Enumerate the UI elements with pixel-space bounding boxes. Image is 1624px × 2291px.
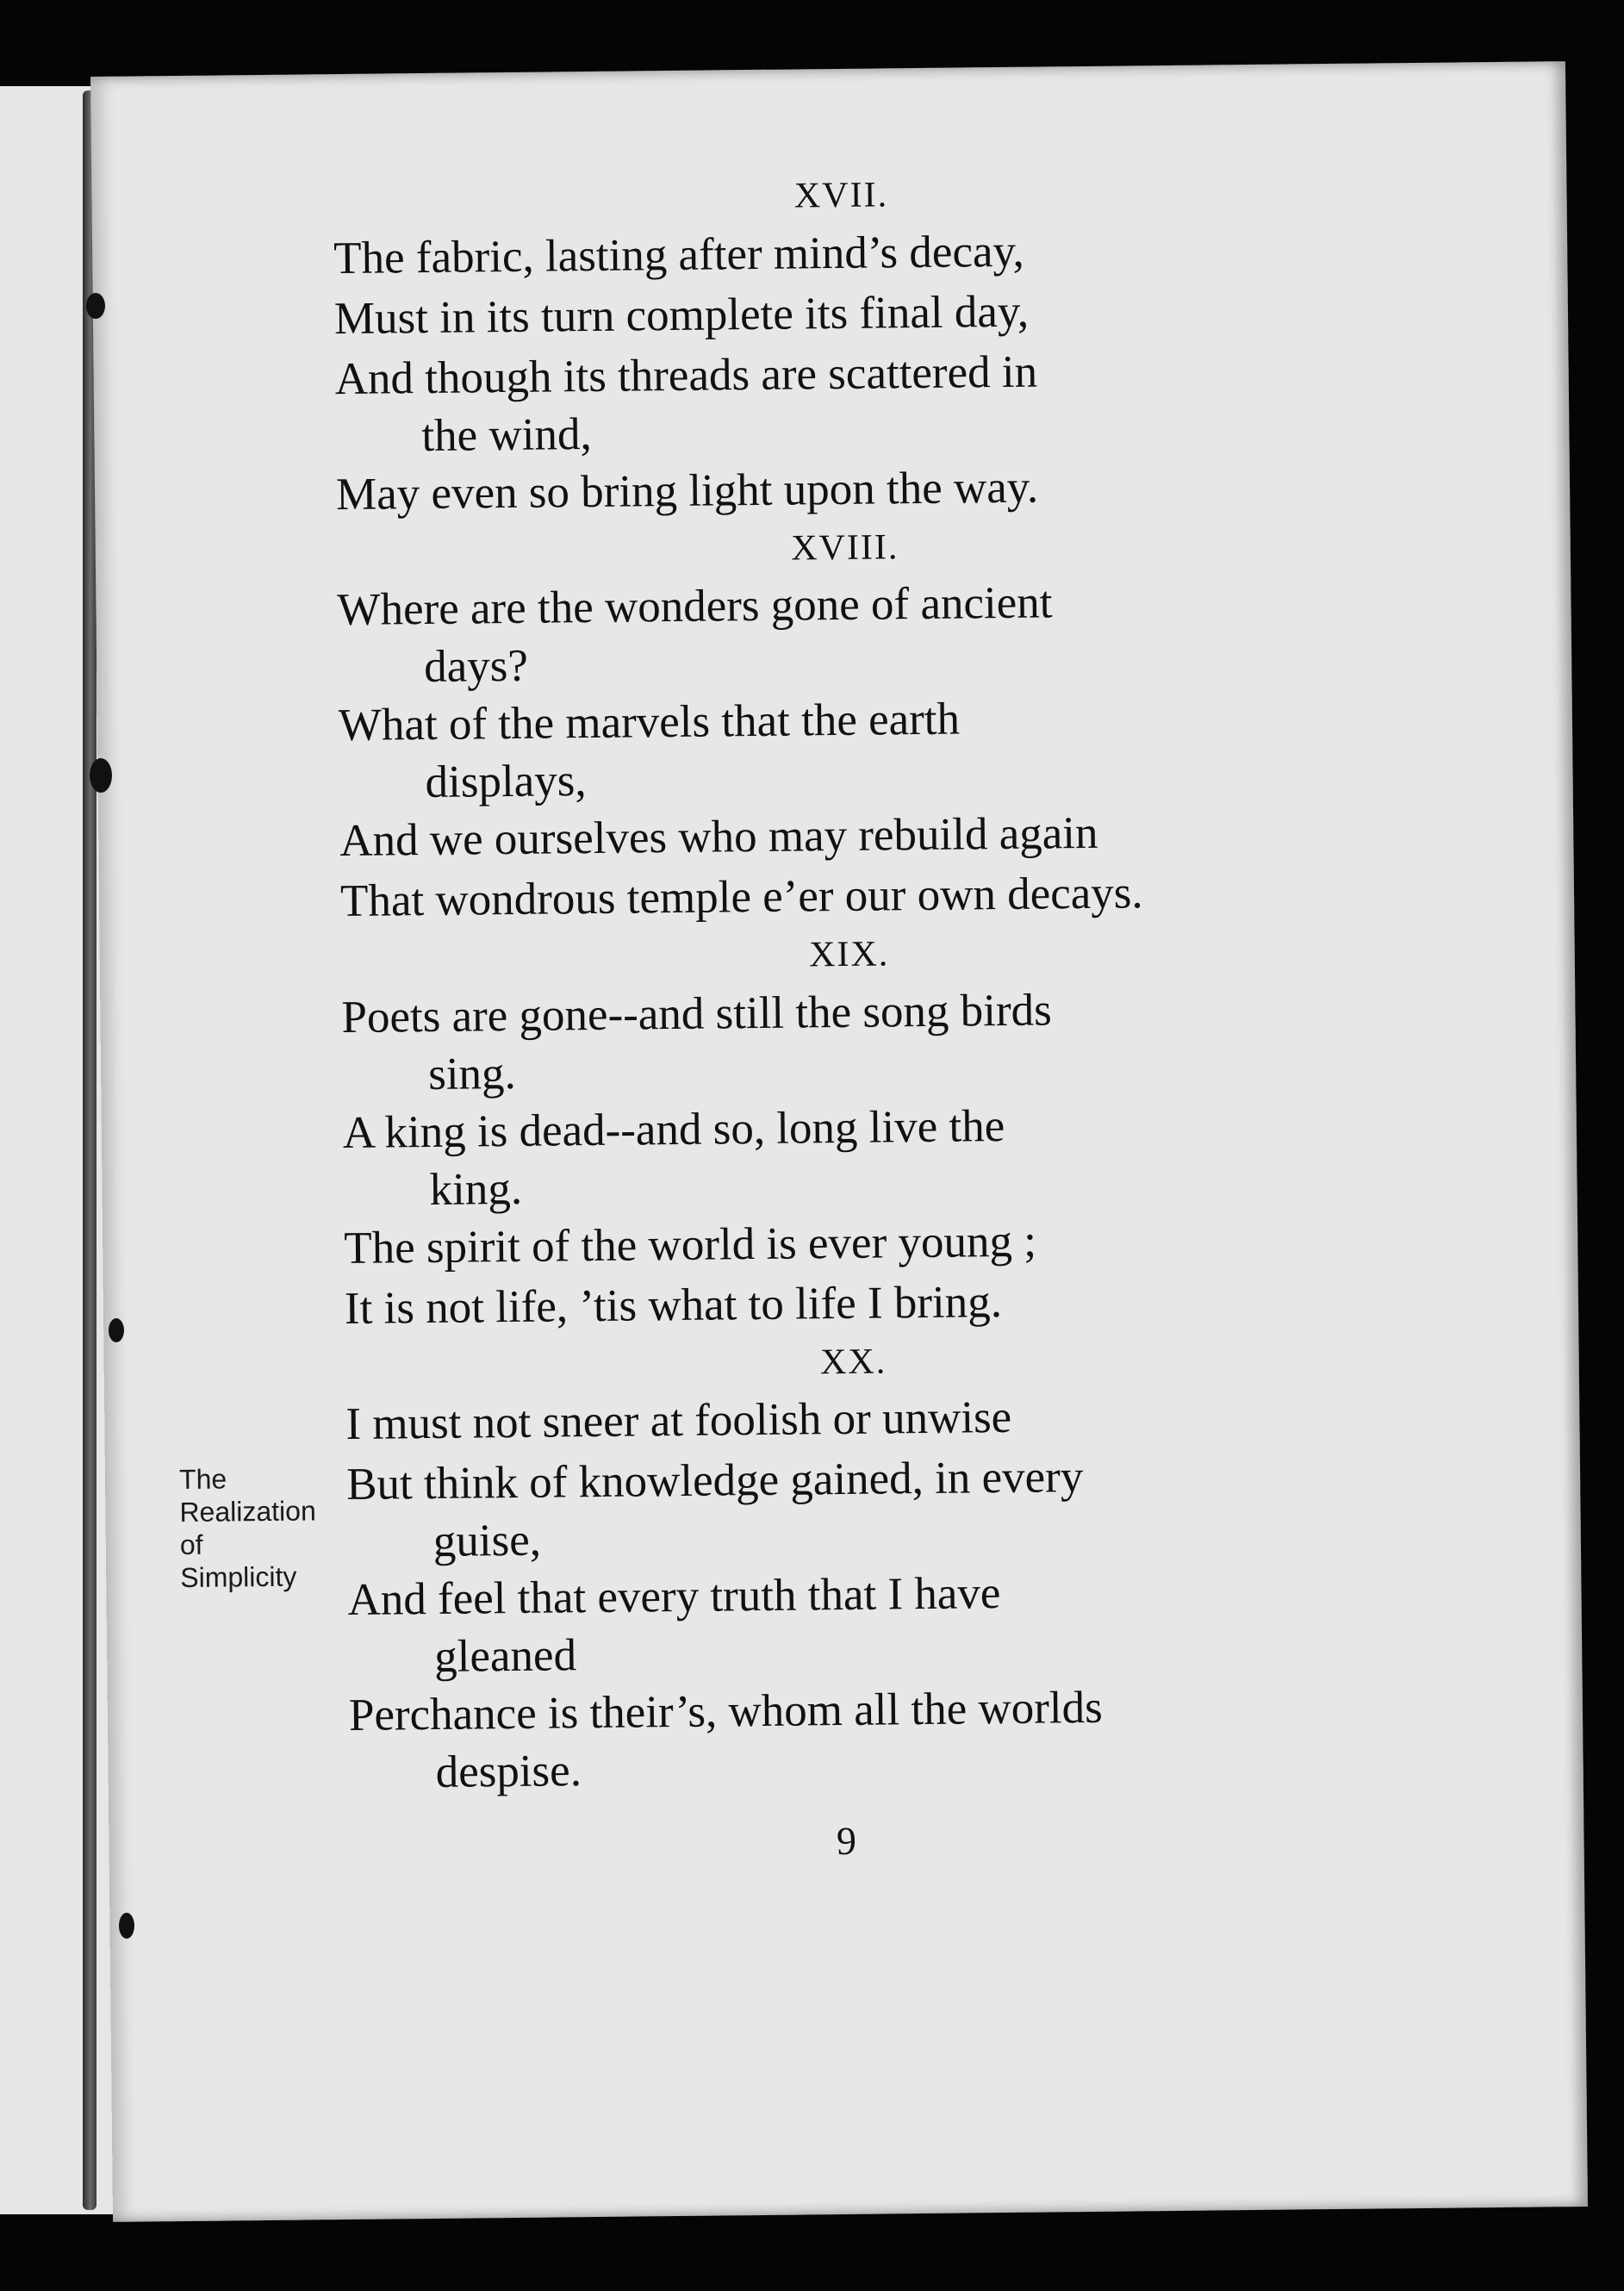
margin-note [179,1461,317,1594]
verse-line: And we ourselves who may rebuild again [339,808,1098,867]
verse-line-continuation: guise, [432,1516,542,1567]
page-number: 9 [836,1818,857,1864]
verse-line: Must in its turn complete its final day, [333,286,1030,344]
verse-line-continuation: the wind, [421,408,592,461]
stanza-numeral: XX. [819,1342,887,1383]
margin-note-line: Simplicity [180,1560,297,1594]
verse-line: I must not sneer at foolish or unwise [345,1392,1012,1450]
stanza-numeral: XVII. [793,175,889,216]
verse-line: Where are the wonders gone of ancient [337,577,1053,636]
verse-line: And feel that every truth that I have [347,1568,1001,1626]
stanza-numeral: XIX. [808,934,890,975]
verse-line: May even so bring light upon the way. [335,462,1039,520]
stanza [345,1333,1366,1801]
verse-line: The spirit of the world is ever young ; [343,1216,1037,1273]
verse-line-continuation: sing. [427,1048,517,1099]
verse-line: What of the marvels that the earth [338,694,961,751]
margin-note-line: of [179,1528,203,1561]
spine-mark [109,1318,124,1342]
verse-line-continuation: gleaned [433,1630,577,1683]
poem-body [333,167,1366,1807]
stanza [337,519,1358,931]
stanza-numeral: XVIII. [790,526,899,569]
verse-line: And though its threads are scattered in [334,346,1038,404]
margin-note-line: Realization [179,1495,316,1528]
verse-line: That wondrous temple e’er our own decays. [339,868,1143,927]
spine-mark [90,758,112,793]
spine-mark [119,1913,134,1939]
verse-line-continuation: king. [429,1163,523,1215]
verse-line-continuation: days? [423,640,529,693]
margin-note-line: The [178,1463,227,1496]
book-page [90,61,1588,2222]
verse-line: But think of knowledge gained, in every [345,1452,1084,1510]
verse-line-continuation: displays, [425,756,587,808]
verse-line: Perchance is their’s, whom all the worlds [348,1683,1103,1741]
spine-mark [86,293,105,319]
verse-line-continuation: despise. [435,1746,582,1798]
verse-line: It is not life, ’tis what to life I bring. [344,1276,1003,1334]
stanza [333,167,1353,525]
verse-line: Poets are gone--and still the song birds [341,985,1053,1043]
verse-line: A king is dead--and so, long live the [342,1100,1005,1158]
stanza [340,926,1361,1339]
verse-line: The fabric, lasting after mind’s decay, [333,226,1025,283]
